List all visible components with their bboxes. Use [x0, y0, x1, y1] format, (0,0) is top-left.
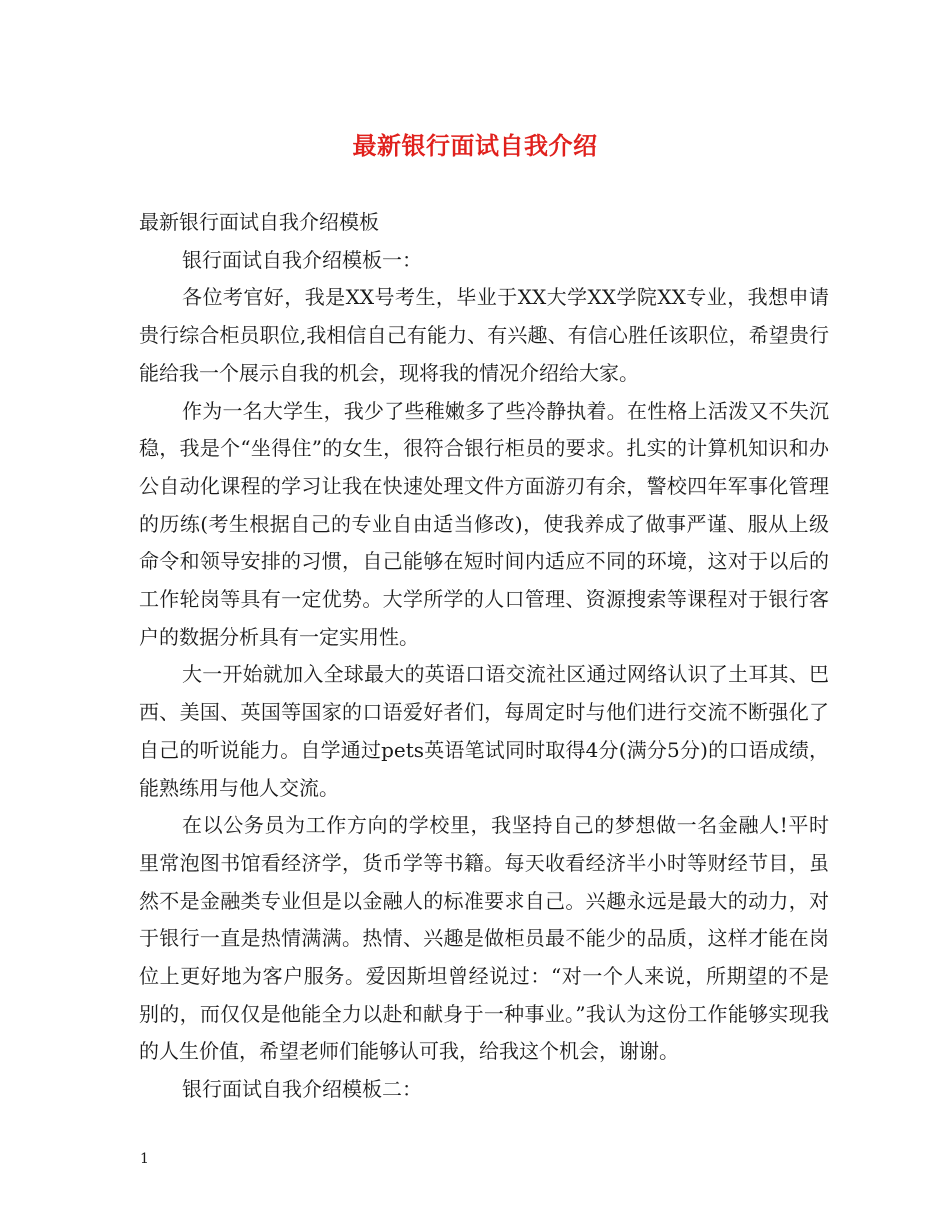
body-paragraph: 在以公务员为工作方向的学校里，我坚持自己的梦想做一名金融人!平时里常泡图书馆看经济学，货币学等书籍。每天收看经济半小时等财经节目，虽然不是金融类专业但是以金融人的标准要求自己。兴趣永远是最大的动力，对于银行一直是热情满满。热情、兴趣是做柜员最不能少的品质，这样才能在岗位上更好地为客户服务。爱因斯坦曾经说过：“对一个人来说，所期望的不是别的，而仅仅是他能全力以赴和献身于一种事业。”我认为这份工作能够实现我的人生价值，希望老师们能够认可我，给我这个机会，谢谢。	[139, 813, 829, 1064]
body-paragraph: 作为一名大学生，我少了些稚嫩多了些冷静执着。在性格上活泼又不失沉稳，我是个“坐得住”的女生，很符合银行柜员的要求。扎实的计算机知识和办公自动化课程的学习让我在快速处理文件方面游刃有余，警校四年军事化管理的历练(考生根据自己的专业自由适当修改)，使我养成了做事严谨、服从上级命令和领导安排的习惯，自己能够在短时间内适应不同的环境，这对于以后的工作轮岗等具有一定优势。大学所学的人口管理、资源搜索等课程对于银行客户的数据分析具有一定实用性。	[139, 398, 829, 649]
body-paragraph: 各位考官好，我是XX号考生，毕业于XX大学XX学院XX专业，我想申请贵行综合柜员职位,我相信自己有能力、有兴趣、有信心胜任该职位，希望贵行能给我一个展示自我的机会，现将我的情况介绍给大家。	[139, 285, 829, 385]
body-paragraph: 大一开始就加入全球最大的英语口语交流社区通过网络认识了土耳其、巴西、美国、英国等国家的口语爱好者们，每周定时与他们进行交流不断强化了自己的听说能力。自学通过pets英语笔试同时取得4分(满分5分)的口语成绩，能熟练用与他人交流。	[139, 662, 829, 800]
document-body	[139, 204, 829, 1109]
document-title: 最新银行面试自我介绍	[352, 131, 598, 160]
subtitle-paragraph: 最新银行面试自我介绍模板	[139, 210, 379, 234]
section-heading-template-two: 银行面试自我介绍模板二：	[182, 1077, 422, 1102]
page-number: 1	[140, 1151, 149, 1167]
section-heading-template-one: 银行面试自我介绍模板一：	[182, 247, 422, 272]
